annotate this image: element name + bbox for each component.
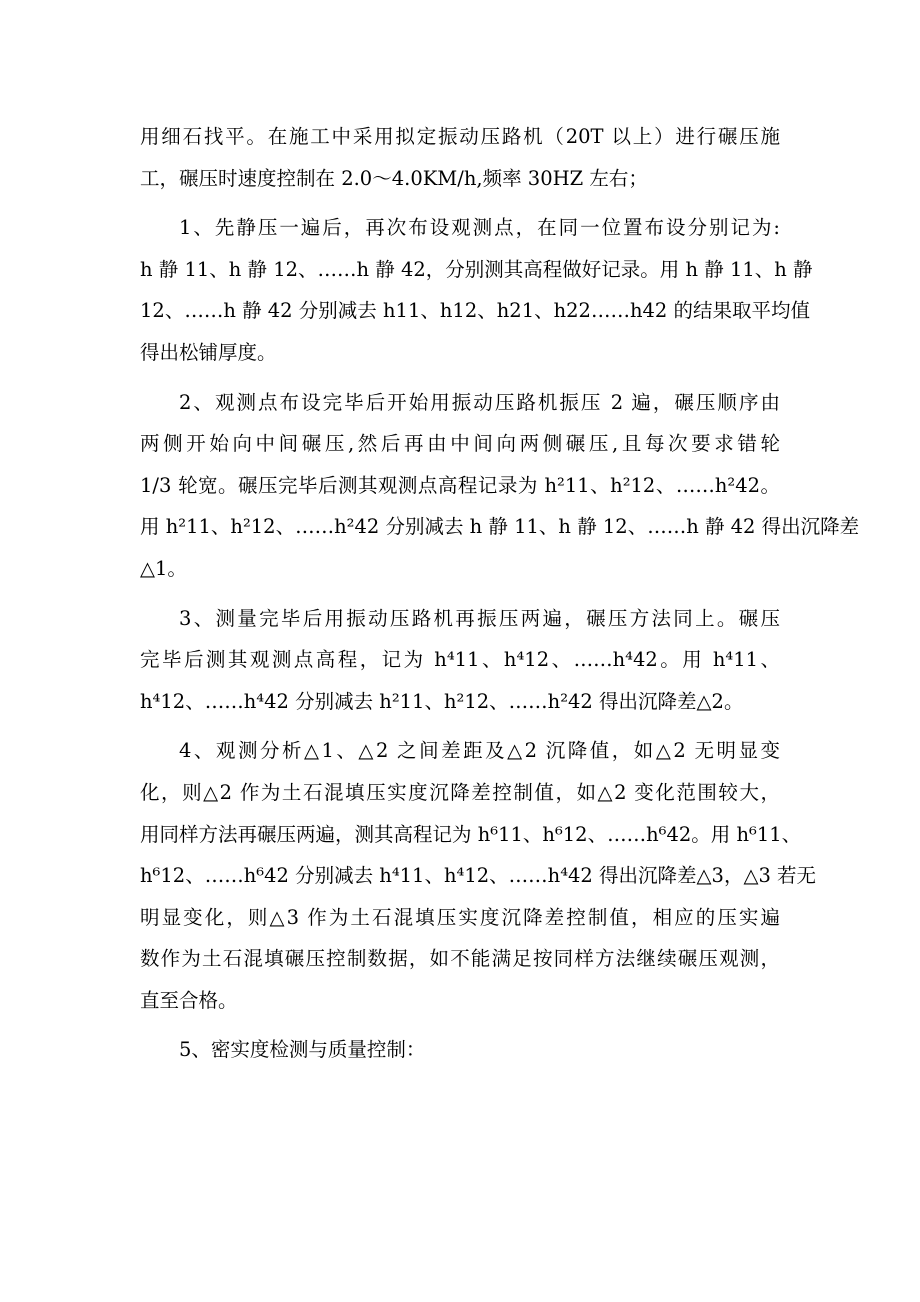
para-2-line-3: 1/3 轮宽。碾压完毕后测其观测点高程记录为 h²11、h²12、……h²42。: [140, 473, 780, 497]
para-2-line-2: 两侧开始向中间碾压,然后再由中间向两侧碾压,且每次要求错轮: [140, 432, 780, 456]
para-4-line-4: h⁶12、……h⁶42 分别减去 h⁴11、h⁴12、……h⁴42 得出沉降差△3，△3 若无: [140, 864, 817, 888]
para-2-line-4: 用 h²11、h²12、……h²42 分别减去 h 静 11、h 静 12、……h 静 42 得出沉降差: [140, 515, 860, 539]
para-0-line-2: 工，碾压时速度控制在 2.0～4.0KM/h,频率 30HZ 左右；: [140, 166, 648, 190]
para-1-line-4: 得出松铺厚度。: [140, 340, 277, 364]
para-0-line-1: 用细石找平。在施工中采用拟定振动压路机（20T 以上）进行碾压施: [140, 125, 780, 148]
para-1-line-2: h 静 11、h 静 12、……h 静 42，分别测其高程做好记录。用 h 静 11、h 静: [140, 257, 813, 281]
para-4-line-7: 直至合格。: [140, 988, 238, 1012]
para-3-line-2: 完毕后测其观测点高程，记为 h⁴11、h⁴12、……h⁴42。用 h⁴11、: [140, 648, 780, 672]
para-5-line-1: 5、密实度检测与质量控制：: [179, 1038, 426, 1062]
para-3-line-3: h⁴12、……h⁴42 分别减去 h²11、h²12、……h²42 得出沉降差△2。: [140, 689, 744, 713]
para-1-line-1: 1、先静压一遍后，再次布设观测点，在同一位置布设分别记为:: [179, 216, 780, 240]
para-4-line-6: 数作为土石混填碾压控制数据，如不能满足按同样方法继续碾压观测，: [140, 947, 780, 971]
para-4-line-1: 4、观测分析△1、△2 之间差距及△2 沉降值，如△2 无明显变: [179, 739, 780, 763]
document-body: [140, 116, 860, 1071]
para-4-line-5: 明显变化，则△3 作为土石混填压实度沉降差控制值，相应的压实遍: [140, 905, 780, 929]
para-2-line-1: 2、观测点布设完毕后开始用振动压路机振压 2 遍，碾压顺序由: [179, 390, 780, 414]
para-2-line-5: △1。: [140, 556, 187, 580]
para-4-line-2: 化，则△2 作为土石混填压实度沉降差控制值，如△2 变化范围较大，: [140, 780, 780, 804]
para-3-line-1: 3、测量完毕后用振动压路机再振压两遍，碾压方法同上。碾压: [179, 606, 780, 630]
para-4-line-3: 用同样方法再碾压两遍，测其高程记为 h⁶11、h⁶12、……h⁶42。用 h⁶11、: [140, 822, 802, 846]
para-1-line-3: 12、……h 静 42 分别减去 h11、h12、h21、h22……h42 的结果取平均值: [140, 299, 811, 323]
